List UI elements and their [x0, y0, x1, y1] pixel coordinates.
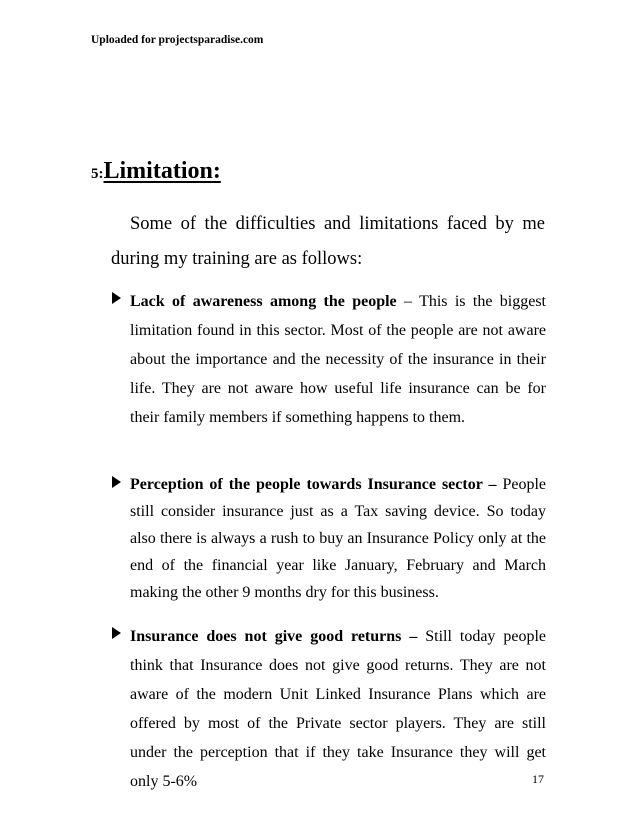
bullet-term: Lack of awareness among the people	[130, 293, 397, 310]
bullet-body: This is the biggest limitation found in this sector. Most of the people are not aware about the importance and the necessity of the insurance in their life. They are not aware how useful life insurance can be for their family members if something happens to them.	[130, 293, 546, 426]
bullet-term: Perception of the people towards Insurance sector –	[130, 476, 497, 493]
arrowhead-bullet-icon	[112, 476, 121, 488]
arrowhead-bullet-icon	[112, 627, 121, 639]
bullet-text	[130, 287, 546, 432]
bullet-text	[130, 471, 546, 606]
intro-paragraph: Some of the difficulties and limitations faced by me during my training are as follows:	[111, 214, 545, 269]
bullet-body: Still today people think that Insurance does not give good returns. They are not aware of the modern Unit Linked Insurance Plans which are offered by most of the Private sector players. They are still under the perception that if they take Insurance they will get only 5-6%	[130, 628, 547, 790]
bullet-item-perception	[112, 471, 546, 606]
page-header: Uploaded for projectsparadise.com	[91, 34, 264, 46]
bullet-separator: –	[396, 293, 420, 310]
bullet-item-returns	[112, 622, 546, 796]
section-heading	[91, 158, 221, 185]
arrowhead-bullet-icon	[112, 292, 121, 304]
bullet-body: People still consider insurance just as a Tax saving device. So today also there is always a rush to buy an Insurance Policy only at the end of the financial year like January, February and March making the other 9 months dry for this business.	[130, 476, 546, 601]
bullet-item-awareness	[112, 287, 546, 432]
bullet-term: Insurance does not give good returns –	[130, 628, 418, 645]
bullet-text	[130, 622, 546, 796]
section-title: Limitation:	[103, 158, 221, 184]
section-number: 5:	[91, 166, 104, 182]
page-number: 17	[532, 772, 544, 786]
